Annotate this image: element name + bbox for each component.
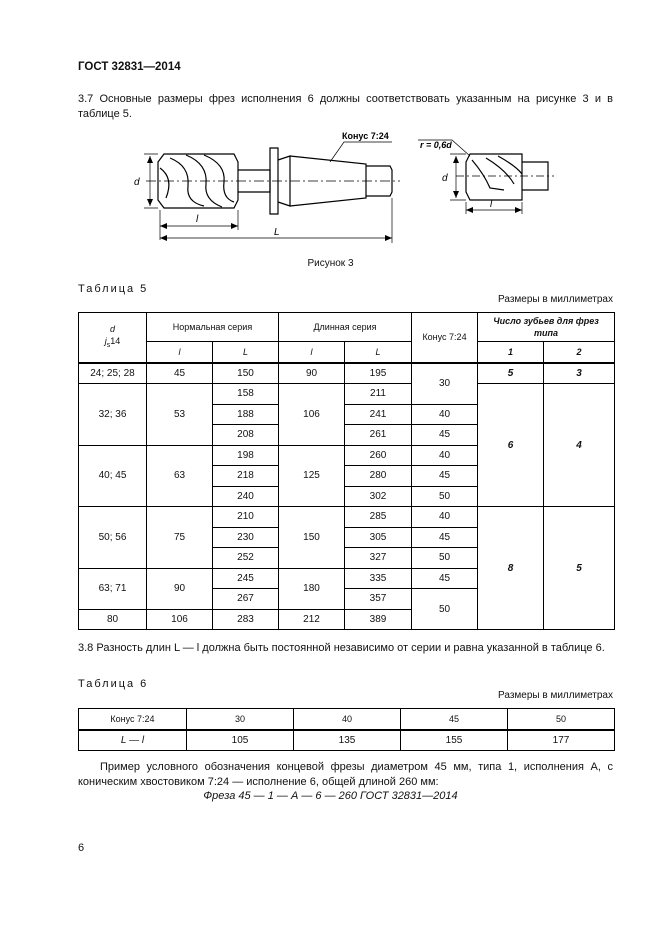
t5-head-long-L: L <box>345 342 412 363</box>
table-row: 40; 45 63 198 125 260 40 <box>79 445 615 466</box>
example-formula: Фреза 45 — 1 — А — 6 — 260 ГОСТ 32831—2014 <box>203 790 458 802</box>
t5-head-long-l: l <box>279 342 345 363</box>
t5-head-teeth: Число зубьев для фрез типа <box>478 313 615 342</box>
section-3-7-text: 3.7 Основные размеры фрез исполнения 6 должны соответствовать указанным на рисунке 3 и в таблице 5. <box>78 93 613 120</box>
table6-caption: Таблица 6 <box>78 678 149 690</box>
figure-label-L: L <box>274 227 280 238</box>
figure-3-drawing <box>130 128 570 250</box>
table-row: 24; 25; 28 45 150 90 195 30 5 3 <box>79 363 615 384</box>
figure-label-radius: r = 0,6d <box>420 140 452 150</box>
figure-label-l-detail: l <box>490 199 493 210</box>
figure-label-d-detail: d <box>442 173 448 184</box>
t5-head-long: Длинная серия <box>279 313 412 342</box>
table-row: 230 305 45 <box>79 527 615 548</box>
table-row: 267 357 50 <box>79 589 615 610</box>
table-row: Конус 7:24 30 40 45 50 <box>79 709 615 730</box>
table-row: 188 241 40 <box>79 404 615 425</box>
t5-head-d: d $j_s14$ <box>79 313 147 363</box>
table5 <box>78 312 615 630</box>
table-row: 50; 56 75 210 150 285 40 8 5 <box>79 507 615 528</box>
table6 <box>78 708 615 751</box>
table-row: 80 106 283 212 389 <box>79 609 615 630</box>
table-row: 32; 36 53 158 106 211 6 4 <box>79 384 615 405</box>
figure-caption: Рисунок 3 <box>307 258 354 269</box>
table-row: 252 327 50 <box>79 548 615 569</box>
figure-label-d: d <box>134 177 140 188</box>
t5-head-cone: Конус 7:24 <box>412 313 478 363</box>
t5-head-normal-l: l <box>147 342 213 363</box>
table5-caption: Таблица 5 <box>78 283 149 295</box>
figure-label-l: l <box>196 214 199 225</box>
table-row: 218 280 45 <box>79 466 615 487</box>
t5-head-normal: Нормальная серия <box>147 313 279 342</box>
t5-head-type1: 1 <box>478 342 544 363</box>
t5-head-type2: 2 <box>544 342 615 363</box>
table-row: 63; 71 90 245 180 335 45 <box>79 568 615 589</box>
t5-head-normal-L: L <box>213 342 279 363</box>
table-row: 240 302 50 <box>79 486 615 507</box>
table-row: 208 261 45 <box>79 425 615 446</box>
document-header: ГОСТ 32831—2014 <box>78 61 181 73</box>
page-number: 6 <box>78 842 85 854</box>
example-text: Пример условного обозначения концевой фрезы диаметром 45 мм, типа 1, исполнения А, с коническим хвостовиком 7:24 — исполнение 6, общей длиной 260 мм: <box>78 761 613 788</box>
table-row: L — l 105 135 155 177 <box>79 730 615 751</box>
section-3-8-text: 3.8 Разность длин L — l должна быть постоянной независимо от серии и равна указанной в таблице 6. <box>78 642 605 654</box>
figure-label-cone: Конус 7:24 <box>342 131 389 141</box>
table6-units: Размеры в миллиметрах <box>498 690 613 701</box>
table5-units: Размеры в миллиметрах <box>498 294 613 305</box>
